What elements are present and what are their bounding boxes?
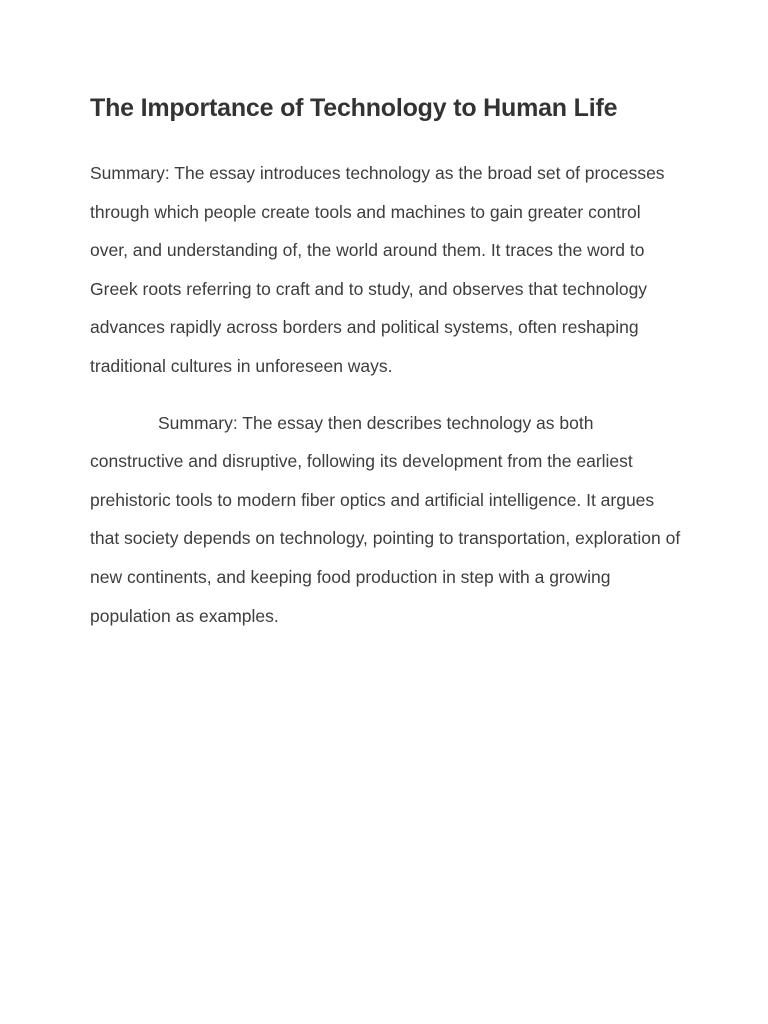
- paragraph-body: Summary: The essay then describes technology as both constructive and disruptive, following its development from the earliest prehistoric tools to modern fiber optics and artificial intelligence. It argues that society depends on technology, pointing to transportation, exploration of new continents, and keeping food production in step with a growing population as examples.: [90, 412, 681, 626]
- document-page: [90, 88, 682, 653]
- document-title: The Importance of Technology to Human Life: [90, 94, 618, 122]
- paragraph-introduction: Summary: The essay introduces technology as the broad set of processes through which people create tools and machines to gain greater control over, and understanding of, the world around them. It traces the word to Greek roots referring to craft and to study, and observes that technology advances rapidly across borders and political systems, often reshaping traditional cultures in unforeseen ways.: [90, 163, 665, 376]
